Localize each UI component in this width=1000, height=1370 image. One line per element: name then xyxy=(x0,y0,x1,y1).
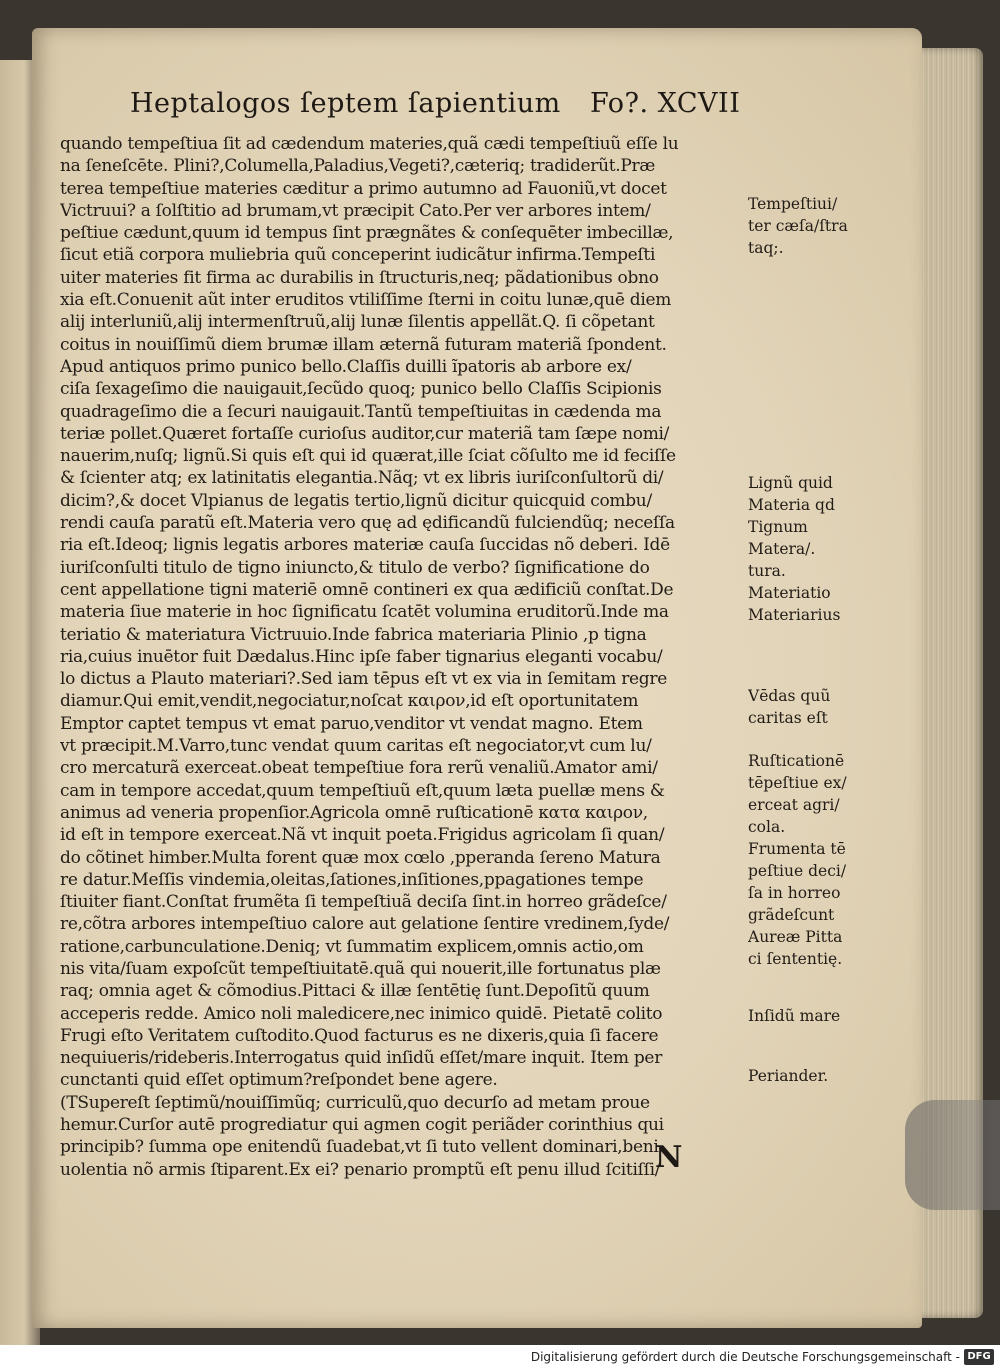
text-line: ria,cuius inuētor fuit Dædalus.Hinc ipſe faber tignarius eleganti vocabu/ xyxy=(60,646,663,667)
running-title: Heptalogos ſeptem ſapientium xyxy=(130,88,561,119)
marginal-note xyxy=(748,193,878,259)
marginal-note xyxy=(748,1005,878,1027)
text-line: coitus in nouiſſimũ diem brumæ illam æternã futuram materiã ſpondent. xyxy=(60,334,667,355)
text-line: dicim?,& docet Vlpianus de legatis tertio,lignũ dicitur quicquid combu/ xyxy=(60,490,652,511)
text-line: uolentia nõ armis ſtiparent.Ex ei? penario promptũ eſt penu illud ſcitiſſi/ xyxy=(60,1159,661,1180)
text-line: nis vita/ſuam expoſcũt tempeſtiuitatē.quã qui nouerit,ille fortunatus plæ xyxy=(60,958,661,979)
marginal-note-line: Materiarius xyxy=(748,606,841,624)
text-line: quando tempeſtiua ſit ad cædendum materies,quã cædi tempeſtiuũ eſſe lu xyxy=(60,134,679,154)
text-line: na ſeneſcēte. Plini?,Columella,Paladius,Vegeti?,cæteriq; tradiderũt.Præ xyxy=(60,156,656,177)
text-line: quadrageſimo die a ſecuri nauigauit.Tantũ tempeſtiuitas in cædenda ma xyxy=(60,401,662,422)
text-line: Frugi eſto Veritatem cuſtodito.Quod facturus es ne dixeris,quia ſi facere xyxy=(60,1025,659,1046)
marginal-note-line: Lignũ quid xyxy=(748,474,833,492)
marginal-note-line: Materiatio xyxy=(748,584,831,602)
marginal-note-line: Vēdas quũ xyxy=(748,687,831,705)
main-text-block xyxy=(60,133,750,1181)
marginal-note-line: tēpeſtiue ex/ xyxy=(748,774,847,792)
marginal-note-line: Materia qd xyxy=(748,496,835,514)
marginal-note-line: erceat agri/ xyxy=(748,796,840,814)
text-line: animus ad veneria propenſior.Agricola omnē ruſticationē κατα καιρον, xyxy=(60,802,648,823)
text-line: alij interluniũ,alij intermenſtruũ,alij lunæ ſilentis appellãt.Q. ſi cõpetant xyxy=(60,312,655,333)
marginal-note xyxy=(748,685,878,729)
marginal-note-line: peſtiue deci/ xyxy=(748,862,847,880)
text-line: cro mercaturã exerceat.obeat tempeſtiue fora rerũ venaliũ.Amator ami/ xyxy=(60,758,658,779)
text-line: nequiueris/rideberis.Interrogatus quid inſidũ eſſet/mare inquit. Item per xyxy=(60,1048,663,1069)
text-line: Victruui? a ſolſtitio ad brumam,vt præcipit Cato.Per ver arbores intem/ xyxy=(60,200,651,221)
marginal-note-line: Inſidũ mare xyxy=(748,1007,841,1025)
text-line: ria eſt.Ideoq; lignis legatis arbores materiæ cauſa ſuccidas nõ deberi. Idē xyxy=(60,535,670,556)
text-line: iuriſconſulti titulo de tigno iniuncto,& titulo de verbo? ſignificatione do xyxy=(60,557,650,578)
marginal-note-line: grãdeſcunt xyxy=(748,906,835,924)
text-line: raq; omnia aget & cõmodius.Pittaci & illæ ſentētię ſunt.Depoſitũ quum xyxy=(60,981,650,1002)
marginal-note xyxy=(748,838,878,970)
text-line: Emptor captet tempus vt emat paruo,venditor vt vendat magno. Etem xyxy=(60,713,643,734)
text-line: materia ſiue materie in hoc ſignificatu ſcatēt volumina eruditorũ.Inde ma xyxy=(60,602,669,623)
text-line: ſicut etiã corpora muliebria quũ conceperint iudicãtur infirma.Tempeſti xyxy=(60,245,656,266)
footer-bar xyxy=(0,1345,1000,1370)
scanner-clamp xyxy=(905,1100,1000,1210)
marginal-note-line: caritas eſt xyxy=(748,709,828,727)
marginal-note-line: Matera/. xyxy=(748,540,816,558)
marginal-note xyxy=(748,472,878,626)
text-line: ciſa ſexageſimo die nauigauit,ſecũdo quoq; punico bello Claſſis Scipionis xyxy=(60,379,662,400)
marginal-note-line: ſa in horreo xyxy=(748,884,841,902)
dfg-logo: DFG xyxy=(964,1349,994,1365)
marginal-note-line: cola. xyxy=(748,818,786,836)
text-line: peſtiue cædunt,quum id tempus ſint prægnãtes & conſequēter imbecillæ, xyxy=(60,223,674,244)
text-line: acceperis redde. Amico noli maledicere,nec inimico quidē. Pietatē colito xyxy=(60,1003,663,1024)
text-line: terea tempeſtiue materies cæditur a primo autumno ad Fauoniũ,vt docet xyxy=(60,178,667,199)
text-line: id eſt in tempore exerceat.Nã vt inquit poeta.Frigidus agricolam ſi quan/ xyxy=(60,825,665,846)
text-line: xia eſt.Conuenit aũt inter eruditos vtiliſſime ſterni in coitu lunæ,quē diem xyxy=(60,290,672,311)
text-line: re datur.Meſſis vindemia,oleitas,ſationes,inſitiones,ppagationes tempe xyxy=(60,869,644,890)
marginal-note-line: ci ſententię. xyxy=(748,950,843,968)
text-line: hemur.Curſor autē progrediatur qui agmen cogit periãder corinthius qui xyxy=(60,1115,664,1136)
text-line: vt præcipit.M.Varro,tunc vendat quum caritas eſt negociator,vt cum lu/ xyxy=(60,736,652,757)
marginal-note-line: Periander. xyxy=(748,1067,829,1085)
text-line: principib? ſumma ope enitendũ ſuadebat,vt ſi tuto vellent dominari,beni xyxy=(60,1137,659,1158)
marginal-note xyxy=(748,1065,878,1087)
text-line: ratione,carbunculatione.Deniq; vt ſummatim explicem,omnis actio,om xyxy=(60,936,644,957)
text-line: Apud antiquos primo punico bello.Claſſis duilli ĩpatoris ab arbore ex/ xyxy=(60,356,632,377)
text-line: (TSupereſt ſeptimũ/nouiſſimũq; curriculũ,quo decurſo ad metam proue xyxy=(60,1092,650,1113)
text-line: lo dictus a Plauto materiari?.Sed iam tēpus eſt vt ex via in ſemitam regre xyxy=(60,669,667,690)
marginal-note-line: Aureæ Pitta xyxy=(748,928,843,946)
text-line: nauerim,nuſq; lignũ.Si quis eſt qui id quærat,ille ſciat cõſulto me id feciſſe xyxy=(60,446,676,467)
text-line: re,cõtra arbores intempeſtiuo calore aut gelatione ſentire vredinem,ſyde/ xyxy=(60,914,670,935)
marginal-note-line: taq;. xyxy=(748,239,784,257)
text-line: cunctanti quid eſſet optimum?reſpondet bene agere. xyxy=(60,1070,498,1091)
marginal-note xyxy=(748,750,878,838)
text-line: cam in tempore accedat,quum tempeſtiuũ eſt,quum læta puellæ mens & xyxy=(60,780,665,801)
marginal-note-line: Frumenta tē xyxy=(748,840,846,858)
text-line: rendi cauſa paratũ eſt.Materia vero quę ad ędificandũ fulciendũq; neceſſa xyxy=(60,513,675,534)
text-line: cent appellatione tigni materiē omnē contineri ex qua ædificiũ conſtat.De xyxy=(60,579,674,600)
text-line: teriatio & materiatura Victruuio.Inde fabrica materiaria Plinio ,p tigna xyxy=(60,624,647,645)
text-line: teriæ pollet.Quæret fortaſſe curioſus auditor,cur materiã tam ſæpe nomi/ xyxy=(60,423,670,444)
text-line: diamur.Qui emit,vendit,negociatur,noſcat καιρον,id eſt oportunitatem xyxy=(60,691,639,712)
text-line: do cõtinet himber.Multa forent quæ mox cœlo ,pperanda ſereno Matura xyxy=(60,847,661,868)
marginal-note-line: Tempeſtiui/ xyxy=(748,195,838,213)
text-line: ſtiuiter fiant.Conſtat frumẽta ſi tempeſtiuã deciſa ſint.in horreo grãdeſce/ xyxy=(60,892,667,913)
marginal-note-line: tura. xyxy=(748,562,786,580)
text-line: uiter materies fit firma ac durabilis in ſtructuris,neq; pãdationibus obno xyxy=(60,267,659,288)
marginal-note-line: Tignum xyxy=(748,518,808,536)
footer-credit: Digitalisierung gefördert durch die Deutsche Forschungsgemeinschaft - xyxy=(530,1350,960,1364)
folio-number: Fo?. XCVII xyxy=(590,88,741,119)
signature-mark: N xyxy=(655,1140,683,1175)
marginal-note-line: ter cæſa/ſtra xyxy=(748,217,848,235)
text-line: & ſcienter atq; ex latinitatis elegantia.Nãq; vt ex libris iuriſconſultorũ di/ xyxy=(60,468,664,489)
marginal-note-line: Ruſticationē xyxy=(748,752,845,770)
